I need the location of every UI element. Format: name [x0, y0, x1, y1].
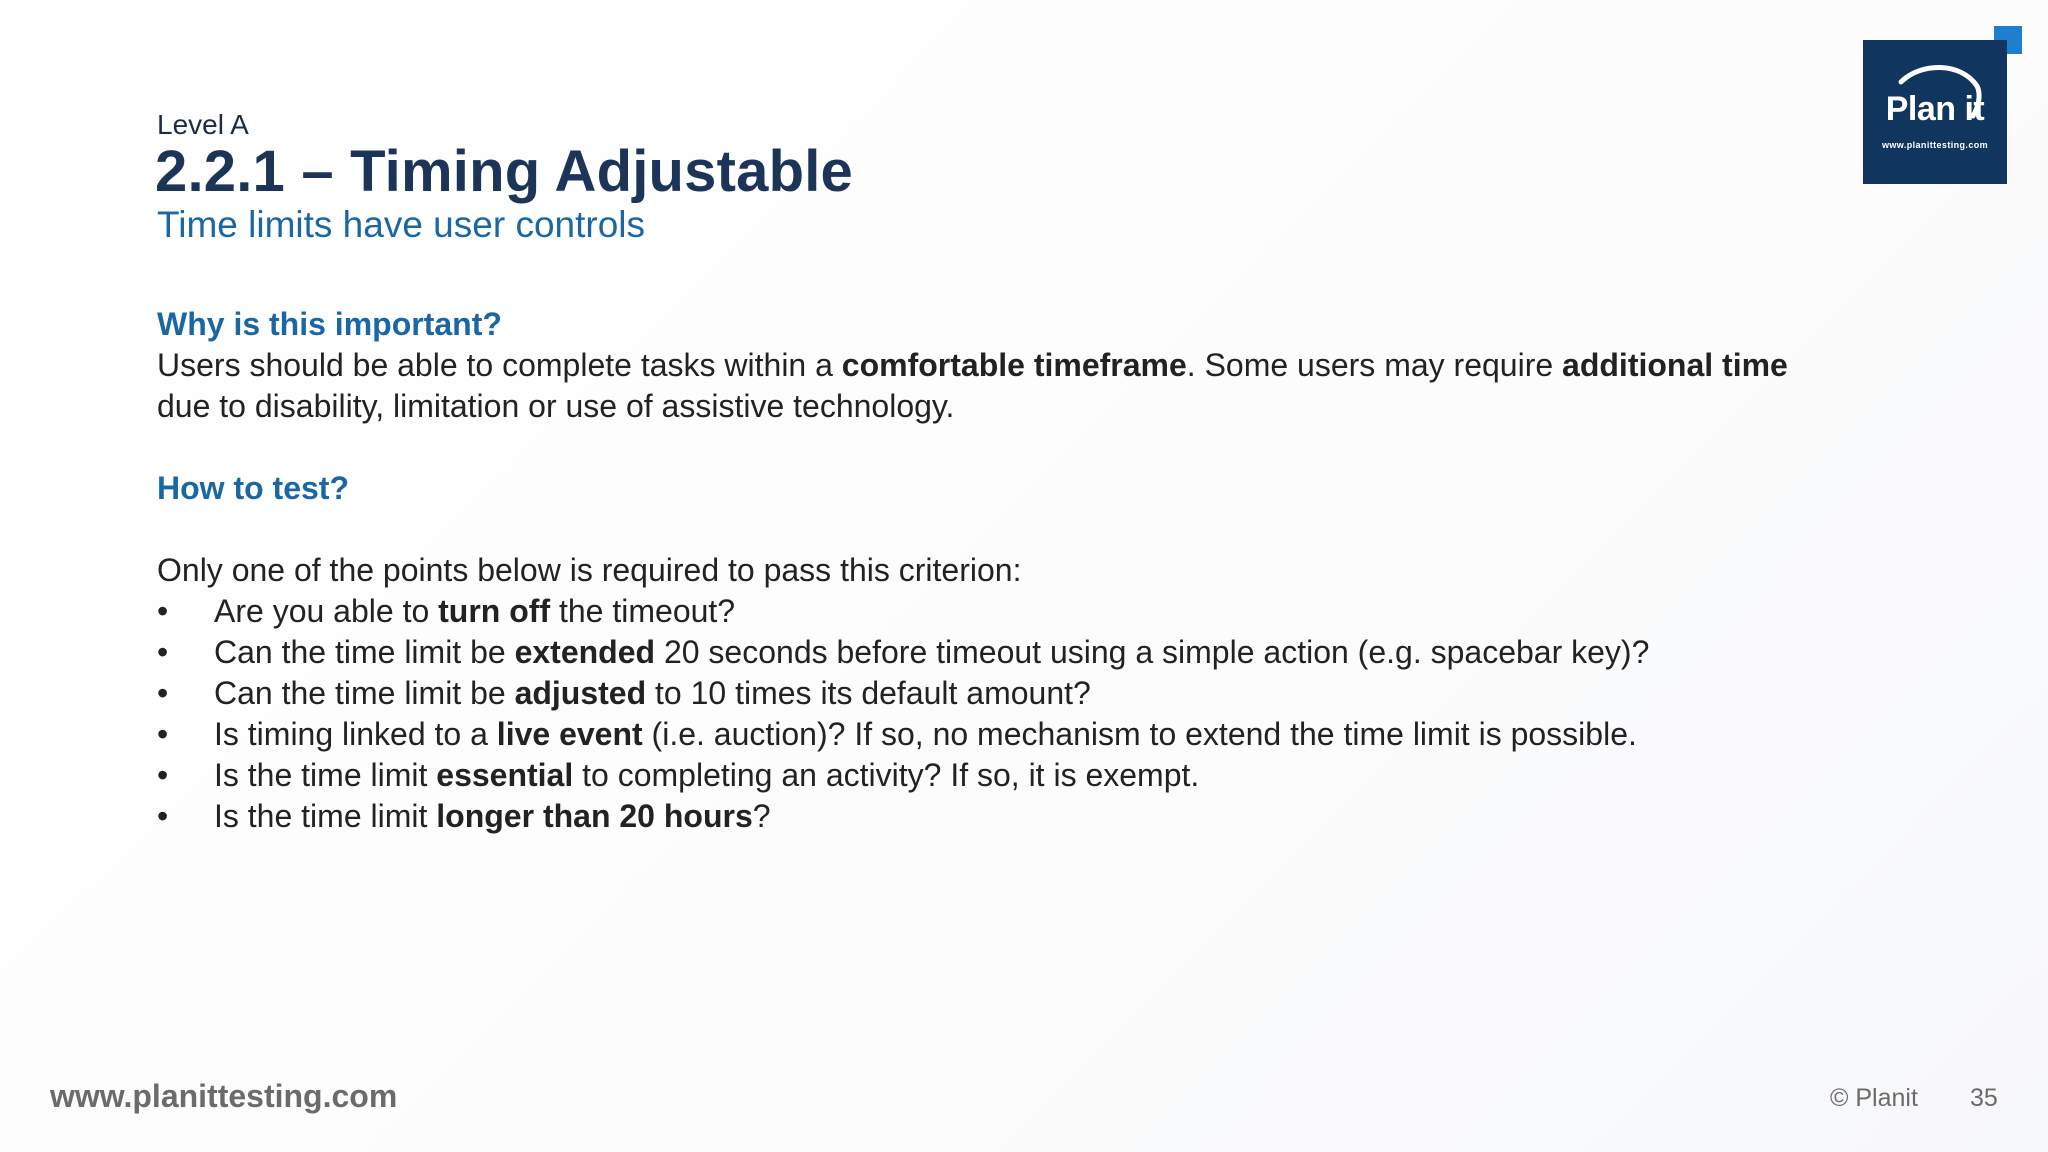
slide-subtitle: Time limits have user controls	[157, 204, 645, 245]
why-heading: Why is this important?	[157, 306, 502, 342]
list-item	[157, 755, 1649, 796]
emphasis-text: additional time	[1562, 347, 1788, 383]
emphasis-text: live event	[496, 716, 643, 752]
text-run: 20 seconds before timeout using a simple action (e.g. spacebar key)?	[655, 634, 1650, 670]
emphasis-text: turn off	[438, 593, 551, 629]
text-run: ?	[752, 798, 771, 834]
emphasis-text: essential	[436, 757, 574, 793]
how-intro: Only one of the points below is required to pass this criterion:	[157, 552, 1022, 588]
bullet-icon: •	[157, 798, 169, 834]
bullet-icon: •	[157, 716, 169, 752]
text-run: Users should be able to complete tasks within a	[157, 347, 842, 383]
planit-logo	[1863, 40, 2007, 184]
bullet-icon: •	[157, 757, 169, 793]
logo-url: www.planittesting.com	[1881, 140, 1989, 150]
criteria-list	[157, 591, 1649, 837]
emphasis-text: adjusted	[514, 675, 647, 711]
list-item	[157, 673, 1649, 714]
footer-copyright: © Planit	[1830, 1084, 1918, 1112]
list-item	[157, 796, 1649, 837]
text-run: Is the time limit	[214, 798, 437, 834]
logo-name: Plan it	[1885, 90, 1985, 128]
emphasis-text: comfortable timeframe	[841, 347, 1187, 383]
emphasis-text: extended	[514, 634, 656, 670]
emphasis-text: longer than 20 hours	[436, 798, 753, 834]
text-run: Can the time limit be	[214, 675, 515, 711]
text-run: Is timing linked to a	[214, 716, 497, 752]
text-run: the timeout?	[550, 593, 736, 629]
text-run: due to disability, limitation or use of assistive technology.	[157, 388, 955, 424]
list-item	[157, 591, 1649, 632]
list-item	[157, 632, 1649, 673]
footer-url: www.planittesting.com	[50, 1078, 398, 1114]
text-run: . Some users may require	[1186, 347, 1563, 383]
page-number: 35	[1970, 1084, 1998, 1112]
how-heading: How to test?	[157, 470, 349, 506]
why-paragraph	[157, 345, 1837, 427]
list-item	[157, 714, 1649, 755]
slide-title: 2.2.1 – Timing Adjustable	[155, 139, 853, 204]
text-run: Can the time limit be	[214, 634, 515, 670]
bullet-icon: •	[157, 675, 169, 711]
level-label: Level A	[157, 109, 249, 140]
text-run: Is the time limit	[214, 757, 437, 793]
bullet-icon: •	[157, 634, 169, 670]
text-run: Are you able to	[214, 593, 439, 629]
text-run: (i.e. auction)? If so, no mechanism to extend the time limit is possible.	[642, 716, 1637, 752]
text-run: to 10 times its default amount?	[646, 675, 1091, 711]
bullet-icon: •	[157, 593, 169, 629]
text-run: to completing an activity? If so, it is exempt.	[573, 757, 1200, 793]
